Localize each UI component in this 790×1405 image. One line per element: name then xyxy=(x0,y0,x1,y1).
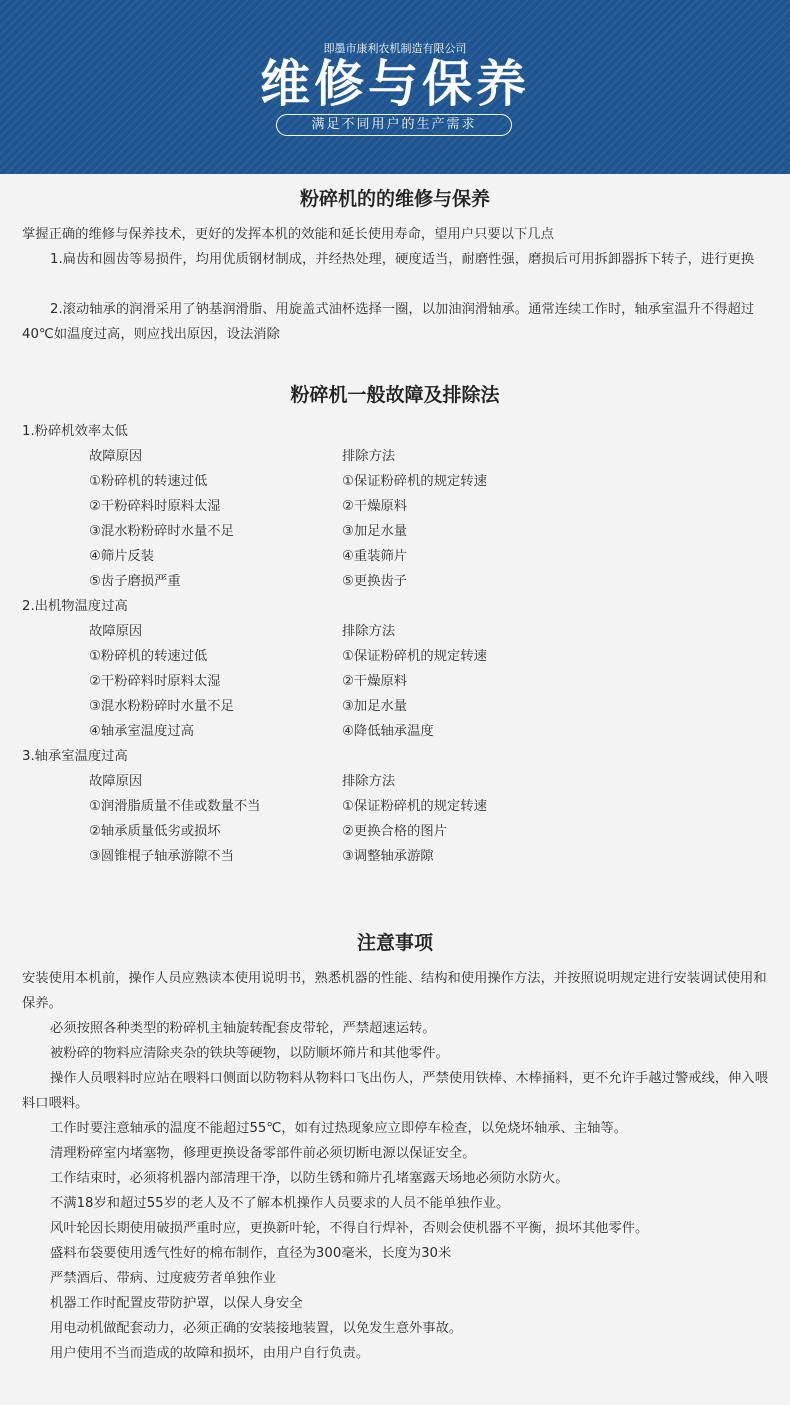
fault-cause: ①粉碎机的转速过低 xyxy=(89,474,208,489)
fault-fix: ②更换合格的图片 xyxy=(342,824,447,839)
col-cause-header: 故障原因 xyxy=(89,449,143,464)
fault-fix: ③加足水量 xyxy=(342,524,408,539)
company-name: 即墨市康利农机制造有限公司 xyxy=(323,42,467,55)
fault-fix: ③加足水量 xyxy=(342,699,408,714)
banner-subtitle: 满足不同用户的生产需求 xyxy=(276,114,512,136)
fault-cause: ②干粉碎料时原料太湿 xyxy=(89,674,221,689)
section2-title: 粉碎机一般故障及排除法 xyxy=(290,384,500,406)
header-banner xyxy=(0,0,790,174)
notes-item: 盛料布袋要使用透气性好的棉布制作，直径为300毫米，长度为30米 xyxy=(50,1246,452,1261)
notes-intro: 安装使用本机前，操作人员应熟读本使用说明书，熟悉机器的性能、结构和使用操作方法，并按照说明规定进行安装调试使用和保养。 xyxy=(22,971,767,1011)
section1-paragraph-2: 2.滚动轴承的润滑采用了钠基润滑脂、用旋盖式油杯选择一圈，以加油润滑轴承。通常连续工作时，轴承室温升不得超过40℃如温度过高，则应找出原因，设法消除 xyxy=(22,302,755,342)
col-fix-header: 排除方法 xyxy=(342,624,396,639)
fault-fix: ②干燥原料 xyxy=(342,674,408,689)
notes-item: 操作人员喂料时应站在喂料口侧面以防物料从物料口飞出伤人，严禁使用铁棒、木棒捅料，更不允许手越过警戒线，伸入喂料口喂料。 xyxy=(22,1071,769,1111)
fault-cause: ④筛片反装 xyxy=(89,549,155,564)
fault-cause: ④轴承室温度过高 xyxy=(89,724,194,739)
fault-cause: ②轴承质量低劣或损坏 xyxy=(89,824,221,839)
col-cause-header: 故障原因 xyxy=(89,624,143,639)
fault-fix: ①保证粉碎机的规定转速 xyxy=(342,799,487,814)
fault-cause: ③混水粉粉碎时水量不足 xyxy=(89,699,234,714)
section1-paragraph-1: 1.扁齿和圆齿等易损件，均用优质钢材制成，并经热处理，硬度适当，耐磨性强，磨损后可用拆卸器拆下转子，进行更换 xyxy=(50,252,755,267)
fault-group-heading: 1.粉碎机效率太低 xyxy=(22,424,128,439)
banner-title: 维修与保养 xyxy=(260,55,530,113)
fault-fix: ④重装筛片 xyxy=(342,549,408,564)
fault-fix: ④降低轴承温度 xyxy=(342,724,434,739)
notes-item: 用电动机做配套动力，必须正确的安装接地装置，以免发生意外事故。 xyxy=(50,1321,463,1336)
notes-item: 严禁酒后、带病、过度疲劳者单独作业 xyxy=(50,1271,277,1286)
fault-group-heading: 2.出机物温度过高 xyxy=(22,599,128,614)
col-fix-header: 排除方法 xyxy=(342,774,396,789)
notes-item: 清理粉碎室内堵塞物，修理更换设备零部件前必须切断电源以保证安全。 xyxy=(50,1146,476,1161)
fault-group-heading: 3.轴承室温度过高 xyxy=(22,749,128,764)
section1-title: 粉碎机的的维修与保养 xyxy=(299,188,490,210)
fault-fix: ①保证粉碎机的规定转速 xyxy=(342,474,487,489)
fault-fix: ①保证粉碎机的规定转速 xyxy=(342,649,487,664)
fault-cause: ③圆锥棍子轴承游隙不当 xyxy=(89,849,234,864)
fault-fix: ②干燥原料 xyxy=(342,499,408,514)
col-fix-header: 排除方法 xyxy=(342,449,396,464)
fault-fix: ⑤更换齿子 xyxy=(342,574,408,589)
notes-item: 机器工作时配置皮带防护罩，以保人身安全 xyxy=(50,1296,303,1311)
fault-cause: ③混水粉粉碎时水量不足 xyxy=(89,524,234,539)
fault-cause: ①粉碎机的转速过低 xyxy=(89,649,208,664)
col-cause-header: 故障原因 xyxy=(89,774,143,789)
section3-title: 注意事项 xyxy=(356,932,433,954)
fault-cause: ⑤齿子磨损严重 xyxy=(89,574,181,589)
notes-item: 工作时要注意轴承的温度不能超过55℃，如有过热现象应立即停车检查，以免烧坏轴承、主轴等。 xyxy=(50,1121,628,1136)
fault-cause: ②干粉碎料时原料太湿 xyxy=(89,499,221,514)
notes-item: 必须按照各种类型的粉碎机主轴旋转配套皮带轮，严禁超速运转。 xyxy=(50,1021,436,1036)
fault-cause: ①润滑脂质量不佳或数量不当 xyxy=(89,799,261,814)
notes-item: 工作结束时，必须将机器内部清理干净，以防生锈和筛片孔堵塞露天场地必须防水防火。 xyxy=(50,1171,569,1186)
notes-item: 用户使用不当而造成的故障和损坏，由用户自行负责。 xyxy=(50,1346,370,1361)
notes-item: 不满18岁和超过55岁的老人及不了解本机操作人员要求的人员不能单独作业。 xyxy=(50,1196,510,1211)
notes-item: 被粉碎的物料应清除夹杂的铁块等硬物，以防顺坏筛片和其他零件。 xyxy=(50,1046,449,1061)
fault-fix: ③调整轴承游隙 xyxy=(342,849,434,864)
notes-item: 风叶轮因长期使用破损严重时应，更换新叶轮，不得自行焊补，否则会使机器不平衡，损坏其他零件。 xyxy=(50,1221,649,1236)
section1-intro: 掌握正确的维修与保养技术，更好的发挥本机的效能和延长使用寿命，望用户只要以下几点 xyxy=(22,227,554,242)
